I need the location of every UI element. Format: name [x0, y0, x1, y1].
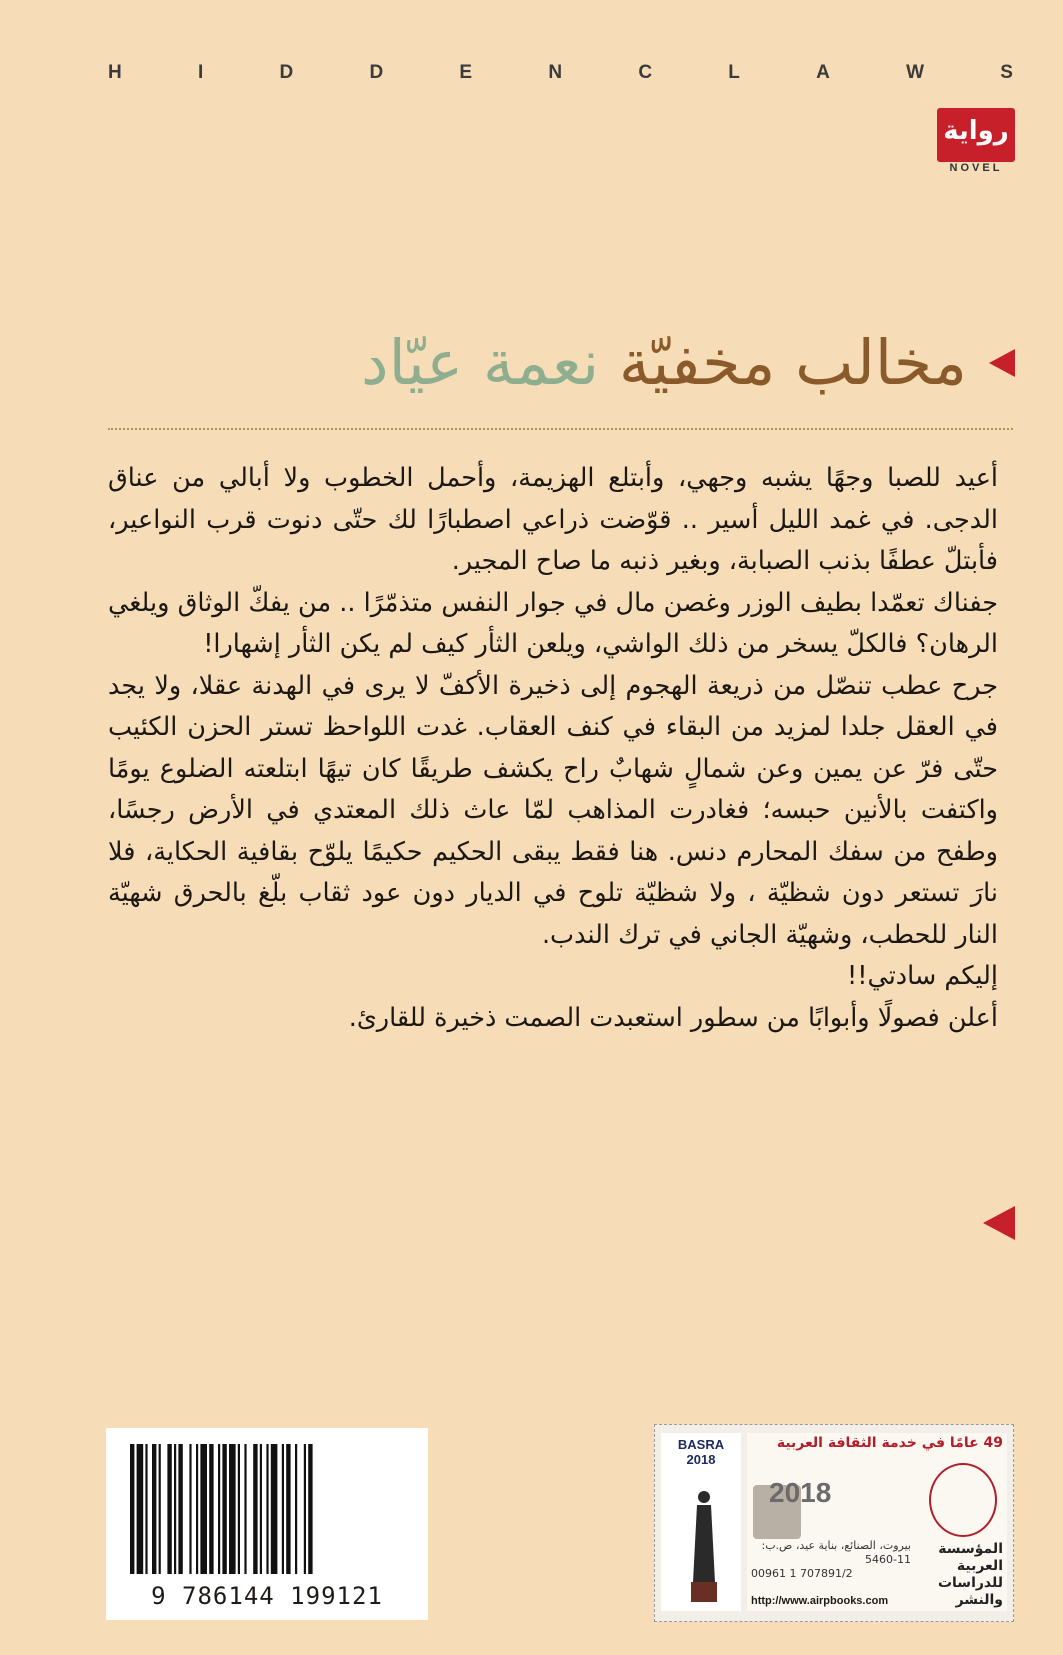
series-title	[108, 62, 1013, 84]
barcode-bar	[167, 1444, 171, 1574]
barcode-bars-icon	[126, 1444, 408, 1574]
series-letter: D	[369, 62, 384, 83]
barcode-bar	[260, 1444, 262, 1574]
stamp-url: http://www.airpbooks.com	[751, 1595, 889, 1607]
barcode-bar	[253, 1444, 257, 1574]
blurb-paragraph: جرح عطب تنصّل من ذريعة الهجوم إلى ذخيرة الأكفّ لا يرى في الهدنة عقلا، ولا يجد في العقل جلدا لمزيد من البقاء في كنف العقاب. غدت اللواحظ تستر الحزن الكئيب حتّى فرّ عن يمين وعن شمالٍ شهابٌ راح يكشف طريقًا كان تيهًا ابتلعته الضلوع يومًا واكتفت بالأنين حبسه؛ فغادرت المذاهب لمّا عاث ذلك المعتدي في الأرض رجسًا، وطفح من سفك المحارم دنس. هنا فقط يبقى الحكيم حكيمًا يلوّح بقافية الحكاية، فلا نارَ تستعر دون شظيّة ، ولا شظيّة تلوح في الديار دون عود ثقاب بلّغ بالحرق شهيّة النار للحطب، وشهيّة الجاني في ترك الندب.	[108, 670, 998, 950]
barcode-bar	[218, 1444, 220, 1574]
book-title	[360, 326, 967, 399]
series-letter: S	[1000, 62, 1013, 83]
stamp-main	[747, 1433, 1007, 1611]
barcode-bar	[304, 1444, 306, 1574]
series-letter: C	[638, 62, 653, 83]
book-name: مخالب مخفيّة	[618, 326, 967, 399]
basra-stamp	[661, 1433, 741, 1611]
blurb-paragraph: إليكم سادتي!!	[847, 961, 998, 991]
series-letter: E	[459, 62, 473, 83]
title-row	[100, 318, 1015, 408]
barcode-bar	[152, 1444, 156, 1574]
barcode-bar	[200, 1444, 207, 1574]
barcode-bar	[145, 1444, 147, 1574]
barcode-bar	[222, 1444, 226, 1574]
blurb-paragraph: أعلن فصولًا وأبوابًا من سطور استعبدت الصمت ذخيرة للقارئ.	[348, 1002, 998, 1033]
series-letter: A	[816, 62, 830, 83]
barcode-bar	[137, 1444, 144, 1574]
barcode-bar	[238, 1444, 240, 1574]
series-letter: L	[728, 62, 740, 83]
stamp-address: بيروت، الصنائع، بناية عيد، ص.ب: 11-5460 00961 1 707891/2	[751, 1539, 911, 1580]
triangle-marker-icon	[989, 349, 1015, 377]
blurb-paragraph: جفناك تعمّدا بطيف الوزر وغصن مال في جوار النفس متذمّرًا .. من يفكّ الوثاق ويلغي الرهان؟ فالكلّ يسخر من ذلك الواشي، ويلعن الثأر كيف لم يكن الثأر إشهارا!	[108, 587, 998, 659]
barcode-bar	[308, 1444, 312, 1574]
barcode-bar	[209, 1444, 213, 1574]
basra-label: BASRA	[677, 1437, 725, 1452]
barcode-bar	[244, 1444, 246, 1574]
barcode-bar	[196, 1444, 198, 1574]
isbn-number: 9 786144 199121	[151, 1582, 383, 1610]
statue-icon	[689, 1487, 719, 1602]
blurb-text	[108, 458, 998, 1039]
barcode-bar	[189, 1444, 191, 1574]
barcode-bar	[159, 1444, 161, 1574]
series-letter: W	[906, 62, 925, 83]
basra-year: 2018	[686, 1452, 716, 1467]
barcode-bar	[174, 1444, 176, 1574]
stamp-year: 2018	[769, 1477, 832, 1508]
series-letter: N	[548, 62, 563, 83]
barcode-bar	[286, 1444, 290, 1574]
triangle-marker-icon	[983, 1206, 1015, 1240]
author-name: نعمة عيّاد	[360, 326, 600, 399]
series-letter: I	[197, 62, 204, 83]
series-letter: H	[108, 62, 122, 83]
series-letter: D	[279, 62, 294, 83]
blurb-paragraph: أعيد للصبا وجهًا يشبه وجهي، وأبتلع الهزيمة، وأحمل الخطوب ولا أبالي من عناق الدجى. في غمد الليل أسير .. قوّضت ذراعي اصطبارًا لك حتّى دنوت قرب النواعير، فأبتلّ عطفًا بذنب الصبابة، وبغير ذنبه ما صاح المجير.	[108, 463, 998, 576]
barcode-bar	[271, 1444, 278, 1574]
institution-logo-icon	[929, 1463, 997, 1537]
barcode-bar	[295, 1444, 297, 1574]
institution-name: المؤسسة العربية للدراسات والنشر	[937, 1541, 1003, 1608]
barcode	[106, 1428, 428, 1620]
tax-stamp	[654, 1424, 1014, 1622]
barcode-bar	[229, 1444, 236, 1574]
barcode-bar	[130, 1444, 134, 1574]
novel-label: NOVEL	[949, 162, 1003, 174]
publisher-logo: رواية	[937, 108, 1015, 162]
barcode-bar	[178, 1444, 182, 1574]
stamp-anniversary: 49 عامًا في خدمة الثقافة العربية	[776, 1435, 1003, 1451]
barcode-bar	[266, 1444, 268, 1574]
barcode-bar	[282, 1444, 284, 1574]
dotted-divider	[108, 428, 1013, 430]
